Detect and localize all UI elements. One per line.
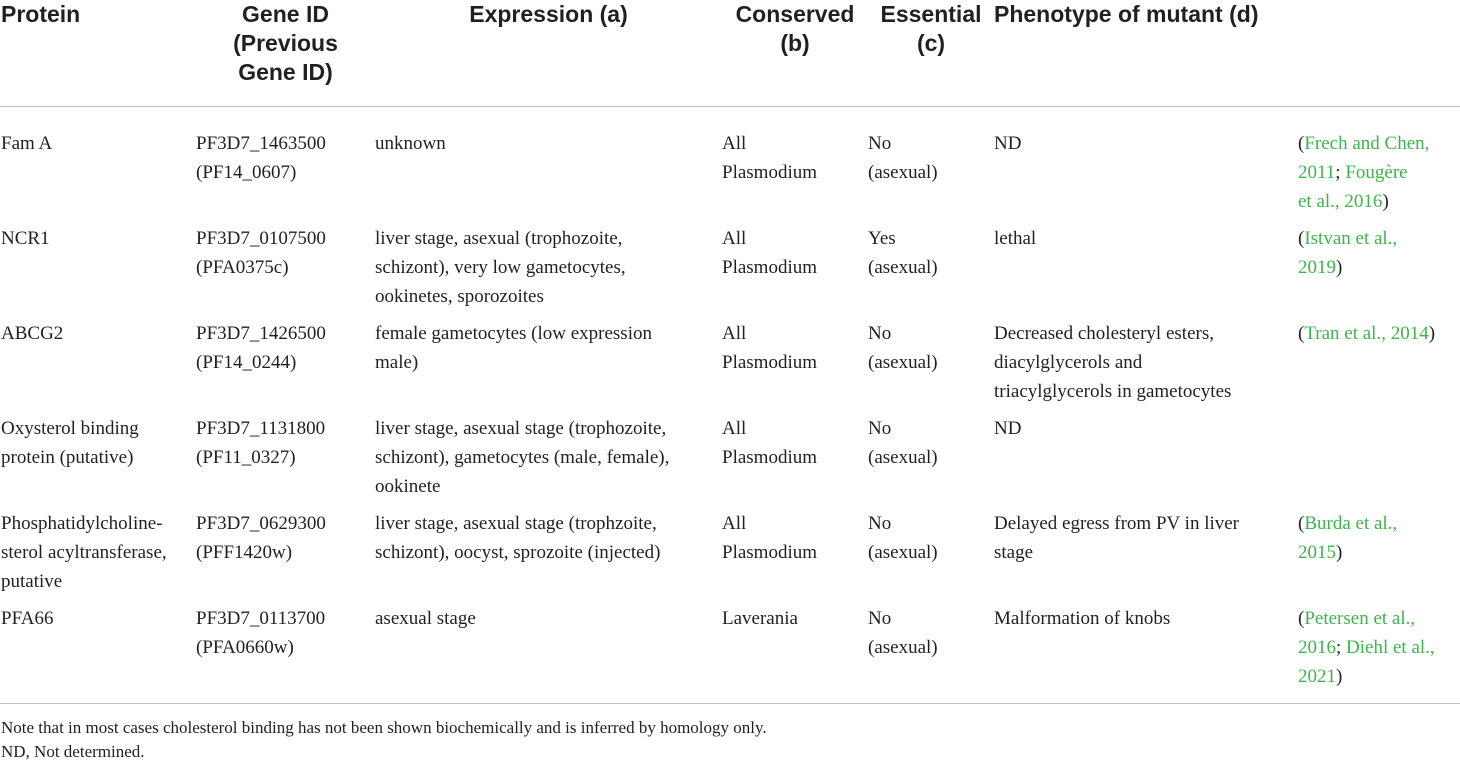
citation-link[interactable]: et al., 2016 xyxy=(1298,190,1383,212)
cell-reference: (Tran et al., 2014) xyxy=(1298,322,1436,344)
cell-reference: (Frech and Chen, 2011; Fougère et al., 2016) xyxy=(1298,132,1430,212)
table-row xyxy=(0,319,1460,414)
cell-gene-id: PF3D7_0113700 (PFA0660w) xyxy=(196,604,375,704)
cell-protein: ABCG2 xyxy=(1,322,64,344)
note-homology: Note that in most cases cholesterol binding has not been shown biochemically and is inferred by homology only. xyxy=(1,718,767,737)
citation-link[interactable]: Tran et al., 2014 xyxy=(1304,322,1429,344)
cell-phenotype: Delayed egress from PV in liver stage xyxy=(994,512,1240,563)
citation-link[interactable]: 2015 xyxy=(1298,541,1336,563)
cell-expression: asexual stage xyxy=(375,604,722,704)
cell-gene-id: PF3D7_1426500 (PF14_0244) xyxy=(196,322,326,373)
cell-conserved: All Plasmodium xyxy=(722,132,818,183)
cell-reference: (Burda et al., 2015) xyxy=(1298,512,1398,563)
cell-gene-id: PF3D7_0107500 (PFA0375c) xyxy=(196,227,326,278)
cell-expression: liver stage, asexual (trophozoite, schizont), very low gametocytes, ookinetes, sporozoites xyxy=(375,227,626,307)
table-header-row xyxy=(0,0,1460,106)
cell-reference: (Istvan et al., 2019) xyxy=(1298,227,1398,278)
cell-protein: Phosphatidylcholine- sterol acyltransferase, putative xyxy=(1,512,167,592)
citation-link[interactable]: Istvan et al., xyxy=(1304,227,1398,249)
cell-essential: No (asexual) xyxy=(868,417,938,468)
table-row xyxy=(0,414,1460,509)
cell-phenotype: ND xyxy=(994,132,1022,154)
table-notes xyxy=(1,716,767,764)
cell-gene-id: PF3D7_0629300 (PFF1420w) xyxy=(196,512,326,563)
citation-link[interactable]: 2021 xyxy=(1298,665,1336,687)
citation-link[interactable]: 2011 xyxy=(1298,161,1336,183)
cell-expression: female gametocytes (low expression male) xyxy=(375,322,652,373)
cell-phenotype: Malformation of knobs xyxy=(994,604,1298,704)
cell-phenotype: Decreased cholesteryl esters, diacylglycerols and triacylglycerols in gametocytes xyxy=(994,322,1232,402)
header-expression: Expression (a) xyxy=(469,1,628,27)
cell-conserved: All Plasmodium xyxy=(722,227,818,278)
cell-reference: (Petersen et al., 2016; Diehl et al., 2021) xyxy=(1298,604,1460,704)
table-row xyxy=(0,604,1460,704)
header-essential: Essential (c) xyxy=(880,1,982,56)
cell-conserved: All Plasmodium xyxy=(722,322,818,373)
header-phenotype: Phenotype of mutant (d) xyxy=(994,1,1259,27)
cell-protein: PFA66 xyxy=(0,604,196,704)
cell-expression: unknown xyxy=(375,132,446,154)
cell-protein: Fam A xyxy=(1,132,53,154)
cell-gene-id: PF3D7_1131800 (PF11_0327) xyxy=(196,417,326,468)
cell-reference xyxy=(1298,414,1460,509)
header-reference xyxy=(1298,0,1460,106)
cell-conserved: All Plasmodium xyxy=(722,512,818,563)
citation-link[interactable]: Frech and Chen, xyxy=(1304,132,1430,154)
cell-essential: No (asexual) xyxy=(868,512,938,563)
cell-conserved: Laverania xyxy=(722,604,868,704)
cell-protein: NCR1 xyxy=(1,227,50,249)
header-protein: Protein xyxy=(1,1,81,27)
cell-phenotype: ND xyxy=(994,417,1022,439)
cell-essential: No (asexual) xyxy=(868,322,938,373)
citation-link[interactable]: Fougère xyxy=(1345,161,1408,183)
citation-link[interactable]: 2019 xyxy=(1298,256,1336,278)
header-conserved: Conserved (b) xyxy=(735,1,855,56)
note-nd: ND, Not determined. xyxy=(1,742,145,761)
table-row xyxy=(0,509,1460,604)
citation-link[interactable]: Diehl et al., xyxy=(1346,636,1435,658)
cell-expression: liver stage, asexual stage (trophzoite, schizont), oocyst, sprozoite (injected) xyxy=(375,512,661,563)
header-gene-id: Gene ID (Previous Gene ID) xyxy=(233,1,338,85)
table-row xyxy=(0,224,1460,319)
cell-essential: Yes (asexual) xyxy=(868,227,938,278)
cell-gene-id: PF3D7_1463500 (PF14_0607) xyxy=(196,132,326,183)
cell-protein: Oxysterol binding protein (putative) xyxy=(1,417,139,468)
cell-phenotype: lethal xyxy=(994,227,1037,249)
cell-expression: liver stage, asexual stage (trophozoite, schizont), gametocytes (male, female), ookinete xyxy=(375,417,670,497)
citation-link[interactable]: Petersen et al., xyxy=(1304,607,1416,629)
cell-essential: No (asexual) xyxy=(868,132,938,183)
table-row xyxy=(0,106,1460,224)
citation-link[interactable]: 2016 xyxy=(1298,636,1336,658)
cell-conserved: All Plasmodium xyxy=(722,417,818,468)
cell-essential: No (asexual) xyxy=(868,604,994,704)
citation-link[interactable]: Burda et al., xyxy=(1304,512,1398,534)
